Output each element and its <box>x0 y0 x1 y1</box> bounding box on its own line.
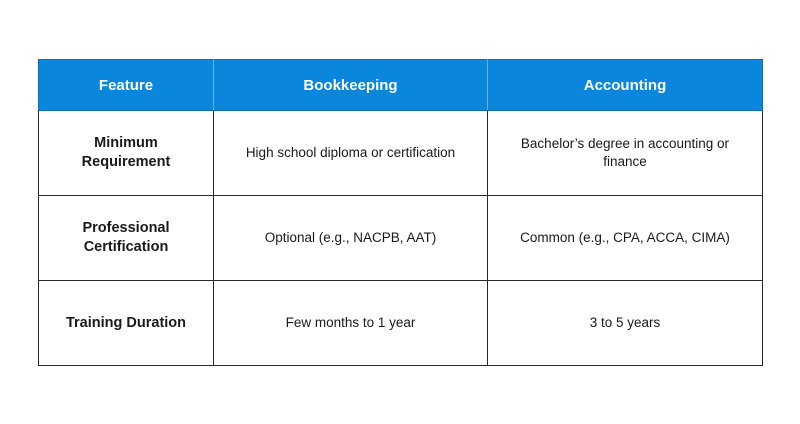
row-feature-professional-certification: Professional Certification <box>39 196 214 281</box>
comparison-table-container <box>38 59 762 366</box>
header-accounting: Accounting <box>488 60 763 111</box>
table-row <box>39 281 763 366</box>
comparison-table <box>38 59 763 366</box>
cell-bookkeeping: Optional (e.g., NACPB, AAT) <box>214 196 488 281</box>
cell-accounting: 3 to 5 years <box>488 281 763 366</box>
table-row <box>39 111 763 196</box>
row-feature-training-duration: Training Duration <box>39 281 214 366</box>
header-row <box>39 60 763 111</box>
cell-accounting: Bachelor’s degree in accounting or finance <box>488 111 763 196</box>
header-feature: Feature <box>39 60 214 111</box>
cell-bookkeeping: Few months to 1 year <box>214 281 488 366</box>
table-row <box>39 196 763 281</box>
row-feature-minimum-requirement: Minimum Requirement <box>39 111 214 196</box>
cell-accounting: Common (e.g., CPA, ACCA, CIMA) <box>488 196 763 281</box>
cell-bookkeeping: High school diploma or certification <box>214 111 488 196</box>
header-bookkeeping: Bookkeeping <box>214 60 488 111</box>
